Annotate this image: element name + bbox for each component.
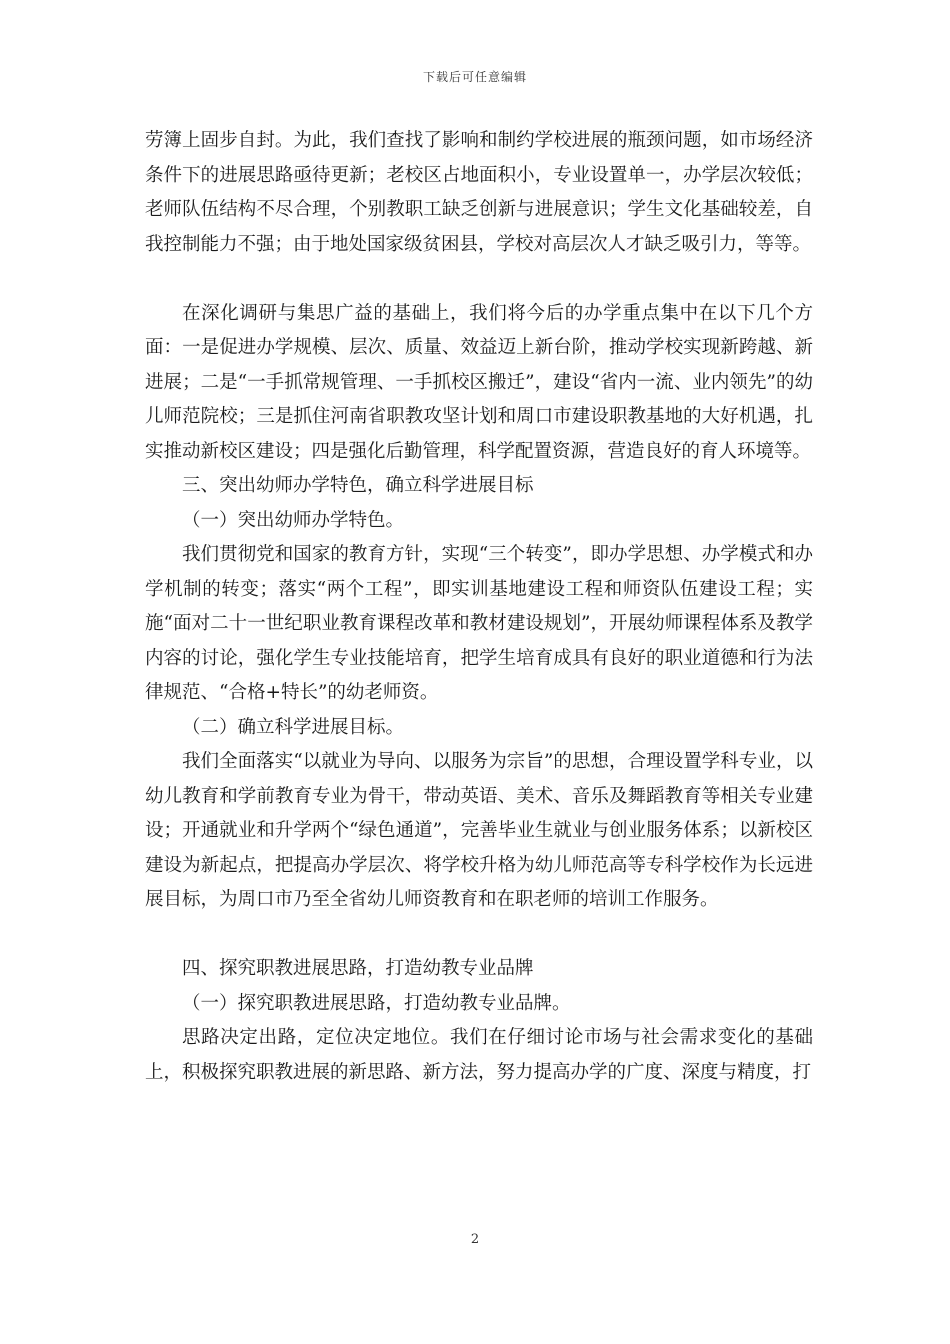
- document-body: [145, 124, 813, 1090]
- paragraph: 思路决定出路，定位决定地位。我们在仔细讨论市场与社会需求变化的基础上，积极探究职教进展的新思路、新方法，努力提高办学的广度、深度与精度，打: [145, 1027, 813, 1083]
- subsection-heading: （一）探究职教进展思路，打造幼教专业品牌。: [182, 992, 571, 1014]
- paragraph: 我们全面落实“以就业为导向、以服务为宗旨”的思想，合理设置学科专业，以幼儿教育和学前教育专业为骨干，带动英语、美术、音乐及舞蹈教育等相关专业建设；开通就业和升学两个“绿色通道”，完善毕业生就业与创业服务体系；以新校区建设为新起点，把提高办学层次、将学校升格为幼儿师范高等专科学校作为长远进展目标，为周口市乃至全省幼儿师资教育和在职老师的培训工作服务。: [145, 751, 813, 910]
- section-heading: 三、突出幼师办学特色，确立科学进展目标: [182, 475, 534, 496]
- paragraph-gap: [145, 918, 813, 953]
- page-number: 2: [470, 1232, 480, 1247]
- paragraph: 我们贯彻党和国家的教育方针，实现“三个转变”，即办学思想、办学模式和办学机制的转变；落实“两个工程”，即实训基地建设工程和师资队伍建设工程；实施“面对二十一世纪职业教育课程改革和教材建设规划”，开展幼师课程体系及教学内容的讨论，强化学生专业技能培育，把学生培育成具有良好的职业道德和行为法律规范、“合格+特长”的幼老师资。: [145, 544, 813, 703]
- section-heading: 四、探究职教进展思路，打造幼教专业品牌: [182, 958, 534, 979]
- paragraph: 在深化调研与集思广益的基础上，我们将今后的办学重点集中在以下几个方面：一是促进办学规模、层次、质量、效益迈上新台阶，推动学校实现新跨越、新进展；二是“一手抓常规管理、一手抓校区搬迁”，建设“省内一流、业内领先”的幼儿师范院校；三是抓住河南省职教攻坚计划和周口市建设职教基地的大好机遇，扎实推动新校区建设；四是强化后勤管理，科学配置资源，营造良好的育人环境等。: [145, 302, 813, 462]
- subsection-heading: （一）突出幼师办学特色。: [182, 509, 405, 531]
- paragraph-continuation: 劳簿上固步自封。为此，我们查找了影响和制约学校进展的瓶颈问题，如市场经济条件下的进展思路亟待更新；老校区占地面积小，专业设置单一，办学层次较低；老师队伍结构不尽合理，个别教职工缺乏创新与进展意识；学生文化基础较差，自我控制能力不强；由于地处国家级贫困县，学校对高层次人才缺乏吸引力，等等。: [145, 130, 813, 255]
- paragraph-gap: [145, 262, 813, 297]
- subsection-heading: （二）确立科学进展目标。: [182, 716, 405, 738]
- page-header: 下载后可任意编辑: [422, 70, 527, 84]
